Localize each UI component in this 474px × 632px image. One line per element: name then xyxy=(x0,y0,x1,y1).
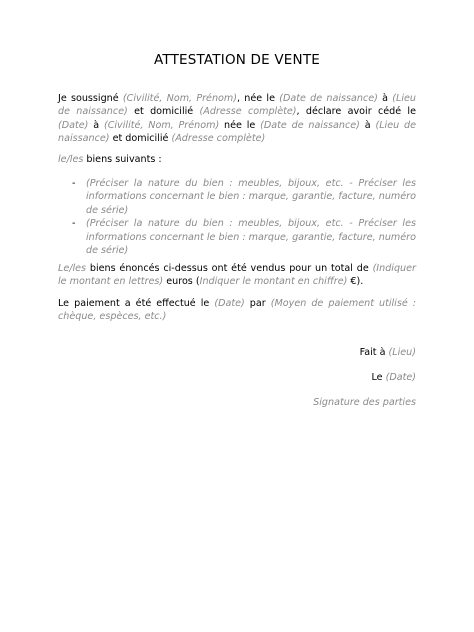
placeholder: (Adresse complète) xyxy=(199,106,297,118)
payment-paragraph xyxy=(58,297,416,324)
place-line xyxy=(360,346,416,359)
text: Je soussigné xyxy=(58,93,123,104)
placeholder: Le/les xyxy=(58,263,87,274)
date-line xyxy=(371,371,416,384)
bullet-dash: - xyxy=(72,218,76,230)
document-title: ATTESTATION DE VENTE xyxy=(153,52,321,68)
placeholder: (Date de naissance) xyxy=(260,119,360,131)
list-item xyxy=(58,217,416,257)
placeholder: (Civilité, Nom, Prénom) xyxy=(103,119,220,131)
placeholder: (Date) xyxy=(58,119,89,131)
text: par xyxy=(244,298,271,309)
placeholder: (Préciser la nature du bien : meubles, bijoux, etc. - Préciser les informations concernant le bien : marque, garantie, facture, numéro de série) xyxy=(86,218,416,257)
text: née le xyxy=(219,119,261,131)
text: à xyxy=(377,93,393,104)
placeholder: (Lieu de naissance) xyxy=(58,93,417,118)
text: euros ( xyxy=(163,276,200,288)
declaration-paragraph xyxy=(58,92,416,146)
date-label: Le xyxy=(371,372,386,383)
placeholder: (Civilité, Nom, Prénom) xyxy=(122,93,237,104)
text: biens suivants : xyxy=(83,154,162,165)
goods-list xyxy=(58,177,416,257)
placeholder: (Date) xyxy=(214,298,245,309)
text: , née le xyxy=(237,93,280,104)
placeholder: (Date) xyxy=(385,372,416,383)
bullet-dash: - xyxy=(72,178,76,189)
placeholder: (Moyen de paiement utilisé : chèque, espèces, etc.) xyxy=(58,298,417,323)
text: à xyxy=(359,119,376,131)
text: à xyxy=(88,119,104,131)
placeholder: (Adresse complète) xyxy=(171,133,266,145)
list-item xyxy=(58,177,416,217)
placeholder: le/les xyxy=(58,154,84,165)
placeholder: (Lieu de naissance) xyxy=(58,119,417,145)
placeholder: (Date de naissance) xyxy=(279,93,378,104)
goods-intro xyxy=(58,153,416,166)
sale-amount-paragraph xyxy=(58,262,416,289)
text: €). xyxy=(347,276,364,288)
text: et domicilié xyxy=(127,106,200,118)
placeholder: (Indiquer le montant en lettres) xyxy=(58,263,416,288)
text: biens énoncés ci-dessus ont été vendus pour un total de xyxy=(86,263,373,274)
placeholder: (Lieu) xyxy=(388,347,416,358)
place-label: Fait à xyxy=(359,347,389,358)
text: Le paiement a été effectué le xyxy=(58,298,215,309)
text: et domicilié xyxy=(109,133,172,145)
placeholder: (Préciser la nature du bien : meubles, bijoux, etc. - Préciser les informations concernant le bien : marque, garantie, facture, numéro de série) xyxy=(86,178,416,216)
placeholder: Indiquer le montant en chiffre) xyxy=(199,276,348,288)
text: , déclare avoir cédé le xyxy=(296,106,416,118)
signature-line: Signature des parties xyxy=(313,397,416,408)
